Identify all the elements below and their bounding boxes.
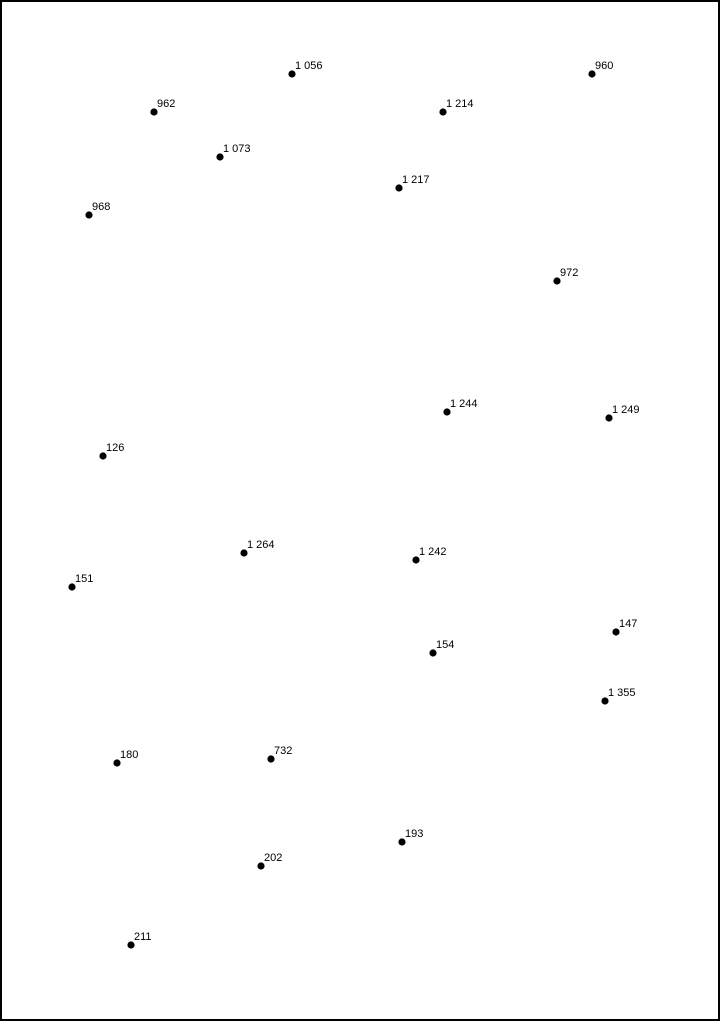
map-point [398, 828, 423, 846]
map-point [601, 687, 635, 705]
map-point [443, 398, 477, 416]
point-label: 147 [619, 618, 638, 630]
map-point [605, 404, 639, 422]
map-point [553, 267, 578, 285]
map-point [113, 749, 138, 767]
point-label: 202 [264, 852, 283, 864]
map-point [68, 573, 93, 591]
map-point [240, 539, 274, 557]
map-point [257, 852, 282, 870]
point-label: 972 [560, 267, 579, 279]
point-label: 1 264 [247, 539, 275, 551]
point-label: 1 249 [612, 404, 640, 416]
point-label: 211 [134, 931, 152, 943]
point-label: 1 056 [295, 60, 323, 72]
point-label: 962 [157, 98, 176, 110]
point-label: 154 [436, 639, 455, 651]
point-label: 1 214 [446, 98, 474, 110]
dot-map-canvas [2, 2, 718, 1019]
map-point [127, 931, 151, 949]
map-point [288, 60, 322, 78]
map-point [85, 201, 110, 219]
point-label: 180 [120, 749, 139, 761]
map-point [99, 442, 124, 460]
point-label: 1 242 [419, 546, 447, 558]
map-point [395, 174, 429, 192]
point-label: 1 244 [450, 398, 478, 410]
point-label: 193 [405, 828, 424, 840]
point-label: 1 217 [402, 174, 430, 186]
point-label: 126 [106, 442, 125, 454]
point-label: 1 355 [608, 687, 636, 699]
point-label: 968 [92, 201, 111, 213]
map-point [267, 745, 292, 763]
point-label: 960 [595, 60, 614, 72]
map-point [439, 98, 473, 116]
map-point [412, 546, 446, 564]
map-point [588, 60, 613, 78]
point-label: 732 [274, 745, 293, 757]
map-point [216, 143, 250, 161]
point-label: 1 073 [223, 143, 251, 155]
map-point [150, 98, 175, 116]
map-point [612, 618, 637, 636]
point-label: 151 [75, 573, 94, 585]
map-point [429, 639, 454, 657]
